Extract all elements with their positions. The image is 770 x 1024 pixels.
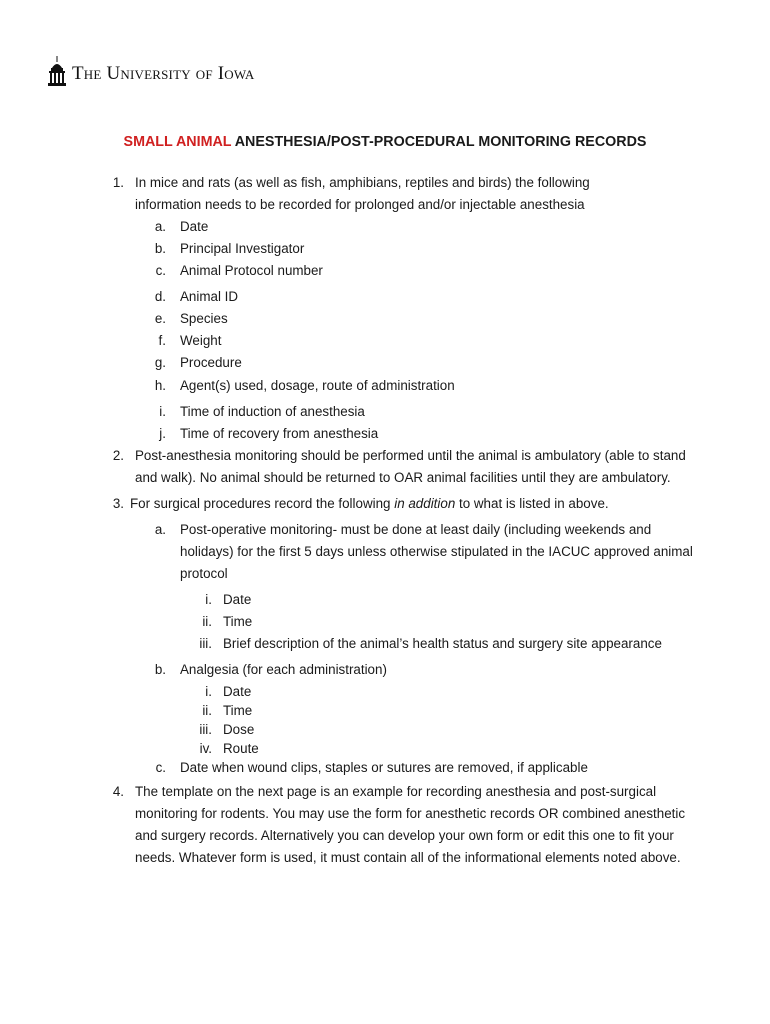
university-logo (48, 52, 254, 86)
list-item: Date (223, 684, 252, 699)
item2-line2: and walk). No animal should be returned to OAR animal facilities until they are ambulatory. (135, 470, 671, 485)
list-item: Animal ID (180, 289, 239, 304)
list-item: Date (180, 219, 209, 234)
list-item: Agent(s) used, dosage, route of administration (180, 378, 455, 393)
list-item: Date (223, 592, 252, 607)
item3a-line3: protocol (180, 566, 228, 581)
list-number: 2. (112, 448, 124, 463)
title-rest: ANESTHESIA/POST-PROCEDURAL MONITORING RECORDS (231, 134, 647, 150)
sub-marker: b. (154, 241, 166, 256)
item3a-line2: holidays) for the first 5 days unless otherwise stipulated in the IACUC approved animal (180, 544, 693, 559)
sub-marker: c. (155, 760, 166, 775)
list-item: Time (223, 703, 253, 718)
university-name: The University of Iowa (72, 63, 255, 84)
item3-text-pre: For surgical procedures record the following (130, 496, 395, 511)
list-item: Procedure (180, 355, 242, 370)
sub-marker: g. (154, 355, 166, 370)
sub-marker: d. (154, 289, 166, 304)
list-number: 4. (112, 784, 124, 799)
sub-marker: i. (205, 684, 212, 699)
sub-marker: j. (159, 426, 166, 441)
item2-line1: Post-anesthesia monitoring should be performed until the animal is ambulatory (able to stand (135, 448, 686, 463)
item4-line3: and surgery records. Alternatively you can develop your own form or edit this one to fit your (135, 828, 674, 843)
sub-marker: iv. (199, 741, 212, 756)
sub-marker: c. (155, 263, 166, 278)
sub-marker: iii. (199, 722, 212, 737)
item4-line1: The template on the next page is an example for recording anesthesia and post-surgical (135, 784, 657, 799)
list-item: Time of induction of anesthesia (180, 404, 365, 419)
item3a-line1: Post-operative monitoring- must be done at least daily (including weekends and (180, 522, 652, 537)
list-item: Principal Investigator (180, 241, 305, 256)
list-item: Route (223, 741, 259, 756)
list-item: Time (223, 614, 253, 629)
sub-marker: a. (154, 522, 166, 537)
item4-line4: needs. Whatever form is used, it must contain all of the informational elements noted above. (135, 850, 681, 865)
list-item: Dose (223, 722, 255, 737)
list-item: Brief description of the animal’s health status and surgery site appearance (223, 636, 662, 651)
old-capitol-dome-icon (48, 56, 66, 86)
list-item: Time of recovery from anesthesia (180, 426, 379, 441)
item3-intro (130, 495, 609, 513)
sub-marker: h. (154, 378, 166, 393)
item3-text-emphasis: in addition (394, 496, 456, 511)
list-item: Date when wound clips, staples or sutures are removed, if applicable (180, 760, 588, 775)
sub-marker: f. (158, 333, 166, 348)
list-item: Animal Protocol number (180, 263, 323, 278)
item3-text-post: to what is listed in above. (455, 496, 609, 511)
sub-marker: ii. (202, 614, 212, 629)
item1-line2: information needs to be recorded for prolonged and/or injectable anesthesia (135, 197, 585, 212)
page-title (0, 134, 770, 150)
item1-line1: In mice and rats (as well as fish, amphibians, reptiles and birds) the following (135, 175, 590, 190)
sub-marker: i. (159, 404, 166, 419)
list-item: Analgesia (for each administration) (180, 662, 387, 677)
list-number: 3. (112, 496, 124, 511)
list-item: Weight (180, 333, 222, 348)
sub-marker: e. (154, 311, 166, 326)
title-highlight: SMALL ANIMAL (123, 134, 232, 150)
sub-marker: i. (205, 592, 212, 607)
list-item: Species (180, 311, 228, 326)
sub-marker: iii. (199, 636, 212, 651)
item4-line2: monitoring for rodents. You may use the form for anesthetic records OR combined anesthetic (135, 806, 686, 821)
sub-marker: b. (154, 662, 166, 677)
sub-marker: ii. (202, 703, 212, 718)
sub-marker: a. (154, 219, 166, 234)
list-number: 1. (112, 175, 124, 190)
